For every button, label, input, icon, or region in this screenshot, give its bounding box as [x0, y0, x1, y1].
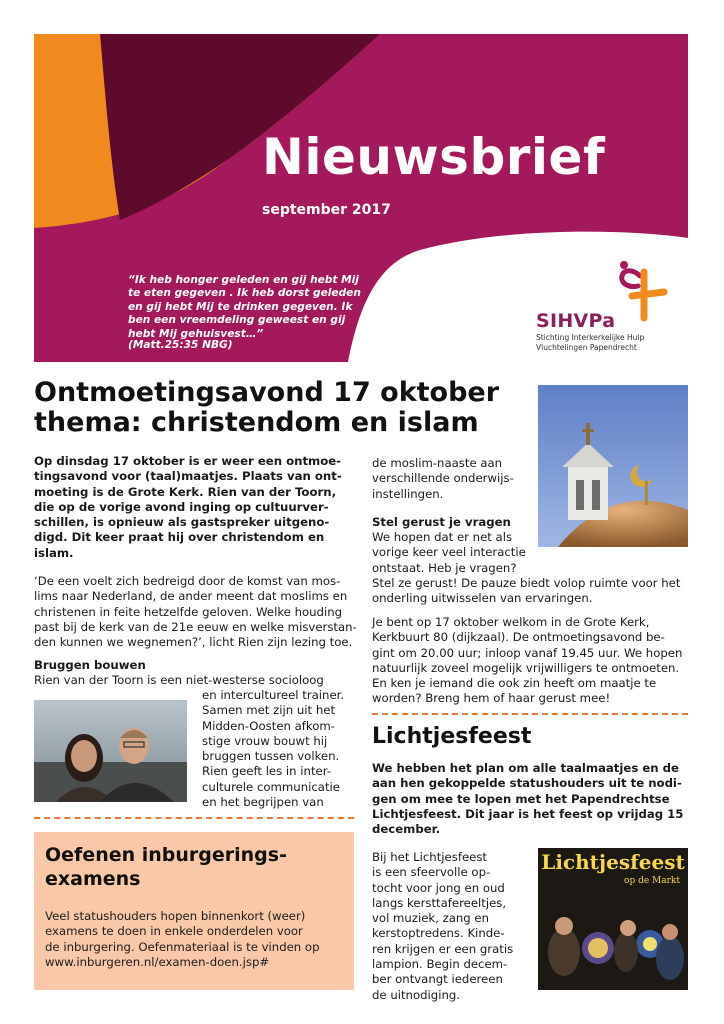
vragen-full-line: Stel ze gerust! De pauze biedt volop ruimte voor het: [372, 576, 681, 590]
vragen-line: vorige keer veel interactie: [372, 545, 526, 560]
lichtjes-intro-line: Lichtjesfeest. Dit jaar is het feest op vrijdag 15: [372, 806, 684, 821]
lichtjes-body-line: lampion. Begin decem-: [372, 957, 508, 972]
welcome-line: gint om 20.00 uur; inloop vanaf 19.45 uur. We hopen: [372, 645, 683, 660]
lichtjes-body-line: ren krijgen er een gratis: [372, 941, 514, 956]
intro-line: tingsavond voor (taal)maatjes. Plaats van ont-: [34, 469, 342, 484]
lichtjesfeest-intro: [372, 761, 694, 837]
bruggen-line: Samen met zijn uit het: [202, 703, 336, 718]
subheading-vragen: Stel gerust je vragen: [372, 515, 511, 529]
logo-name: SIHVPa: [536, 310, 616, 332]
lichtjes-body-line: tocht voor jong en oud: [372, 880, 505, 895]
lichtjes-body-line: Bij het Lichtjesfeest: [372, 850, 487, 864]
logo-subtitle-line-2: Vluchtelingen Papendrecht: [536, 343, 637, 352]
intro-line: moeting is de Grote Kerk. Rien van der Toorn,: [34, 484, 337, 499]
lichtjes-body-line: langs kersttafereeltjes,: [372, 895, 507, 910]
vragen-line: We hopen dat er net als: [372, 530, 513, 544]
quote-line: ‘De een voelt zich bedreigd door de komst van mos-: [34, 574, 341, 588]
inburgering-headline: [45, 843, 287, 891]
lichtjes-intro-line: We hebben het plan om alle taalmaatjes en de: [372, 761, 679, 775]
lichtjes-intro-line: gen om mee te lopen met het Papendrechtse: [372, 791, 670, 806]
welcome-line: Je bent op 17 oktober welkom in de Grote Kerk,: [372, 615, 650, 629]
article-intro: [34, 454, 354, 561]
lichtjesfeest-body: [372, 850, 518, 1003]
col2-line: instellingen.: [372, 486, 444, 501]
vragen-line: ontstaat. Heb je vragen?: [372, 560, 517, 575]
welcome-paragraph: [372, 615, 694, 707]
col2-line: de moslim-naaste aan: [372, 456, 503, 470]
section-divider: [34, 817, 354, 819]
subheading-bruggen-bouwen: Bruggen bouwen: [34, 658, 146, 672]
inburgering-line: examens te doen in enkele onderdelen voor: [45, 924, 303, 939]
poster-title: Lichtjesfeest: [541, 850, 685, 874]
vragen-full-line: onderling uitwisselen van ervaringen.: [372, 591, 593, 606]
welcome-line: Kerkbuurt 80 (dijkzaal). De ontmoetingsavond be-: [372, 630, 665, 645]
bruggen-wrap-text: [202, 688, 354, 810]
bruggen-first-line: Rien van der Toorn is een niet-westerse socioloog: [34, 673, 324, 687]
headline-line-2: thema: christendom en islam: [34, 407, 479, 438]
lichtjes-body-line: de uitnodiging.: [372, 987, 460, 1002]
lichtjesfeest-headline: Lichtjesfeest: [372, 724, 532, 749]
speaker-couple-photo: [34, 700, 187, 802]
welcome-line: natuurlijk zoveel mogelijk vrijwilligers te ontmoeten.: [372, 660, 680, 675]
col2-continuation: [372, 456, 528, 502]
lichtjes-body-line: is een sfeervolle op-: [372, 865, 491, 880]
bruggen-line: stige vrouw bouwt hij: [202, 733, 328, 748]
issue-date: september 2017: [262, 202, 391, 218]
bruggen-line: culturele communicatie: [202, 779, 340, 794]
sihvpa-logo-mark: [620, 261, 664, 318]
bruggen-line: Rien geeft les in inter-: [202, 764, 332, 779]
inburgering-title-line: Oefenen inburgerings-: [45, 844, 287, 866]
intro-line: digd. Dit keer praat hij over christendom en: [34, 530, 325, 545]
article-headline: [34, 378, 499, 438]
intro-line: schillen, is opnieuw als gastspreker uitgeno-: [34, 515, 330, 530]
vragen-full-text: [372, 576, 692, 607]
quote-line: past bij de kerk van de 21e eeuw en welke misverstan-: [34, 619, 357, 634]
bruggen-line: en het begrijpen van: [202, 795, 324, 810]
section-divider: [372, 713, 688, 715]
inburgering-link[interactable]: www.inburgeren.nl/examen-doen.jsp#: [45, 954, 270, 969]
bruggen-line: en intercultureel trainer.: [202, 688, 345, 702]
lichtjes-body-line: vol muziek, zang en: [372, 911, 490, 926]
welcome-line: worden? Breng hem of haar gerust mee!: [372, 691, 611, 706]
church-minaret-photo: [538, 385, 688, 547]
intro-line: die op de vorige avond inging op cultuurver-: [34, 499, 329, 514]
quote-line: den kunnen we wegnemen?’, licht Rien zijn lezing toe.: [34, 635, 353, 650]
quote-line: lims naar Nederland, de ander meent dat moslims en: [34, 589, 348, 604]
intro-line: islam.: [34, 545, 74, 560]
quote-line: christenen in feite hetzelfde geloven. Welke houding: [34, 604, 343, 619]
lichtjes-intro-line: december.: [372, 822, 441, 837]
bible-quote: “Ik heb honger geleden en gij hebt Mij te eten gegeven . Ik heb dorst geleden en gij hebt Mij te drinken gegeven. Ik ben een vreemdeling geweest en gij hebt Mij gehuisvest…”: [128, 274, 361, 340]
lichtjes-intro-line: aan hen gekoppelde statushouders uit te nodi-: [372, 776, 682, 791]
logo-subtitle-line-1: Stichting Interkerkelijke Hulp: [536, 333, 645, 342]
inburgering-text: [45, 909, 345, 970]
inburgering-title-line: examens: [45, 868, 141, 890]
vragen-wrap-text: [372, 530, 532, 576]
welcome-line: En ken je iemand die ook zin heeft om maatje te: [372, 676, 657, 691]
newsletter-title: Nieuwsbrief: [262, 128, 606, 186]
bruggen-line: bruggen tussen volken.: [202, 749, 340, 764]
lichtjes-body-line: ber ontvangt iedereen: [372, 972, 503, 987]
bruggen-line: Midden-Oosten afkom-: [202, 718, 336, 733]
intro-line: Op dinsdag 17 oktober is er weer een ontmoe-: [34, 454, 342, 468]
bible-quote-reference: (Matt.25:35 NBG): [128, 339, 233, 351]
headline-line-1: Ontmoetingsavond 17 oktober: [34, 377, 500, 408]
lichtjesfeest-poster-photo: [538, 848, 688, 990]
inburgering-line: de inburgering. Oefenmateriaal is te vinden op: [45, 939, 320, 954]
lichtjes-body-line: kerstoptredens. Kinde-: [372, 926, 505, 941]
poster-subtitle: op de Markt: [624, 876, 680, 886]
speaker-quote: [34, 574, 358, 650]
col2-line: verschillende onderwijs-: [372, 471, 514, 486]
inburgering-line: Veel statushouders hopen binnenkort (weer): [45, 909, 306, 923]
